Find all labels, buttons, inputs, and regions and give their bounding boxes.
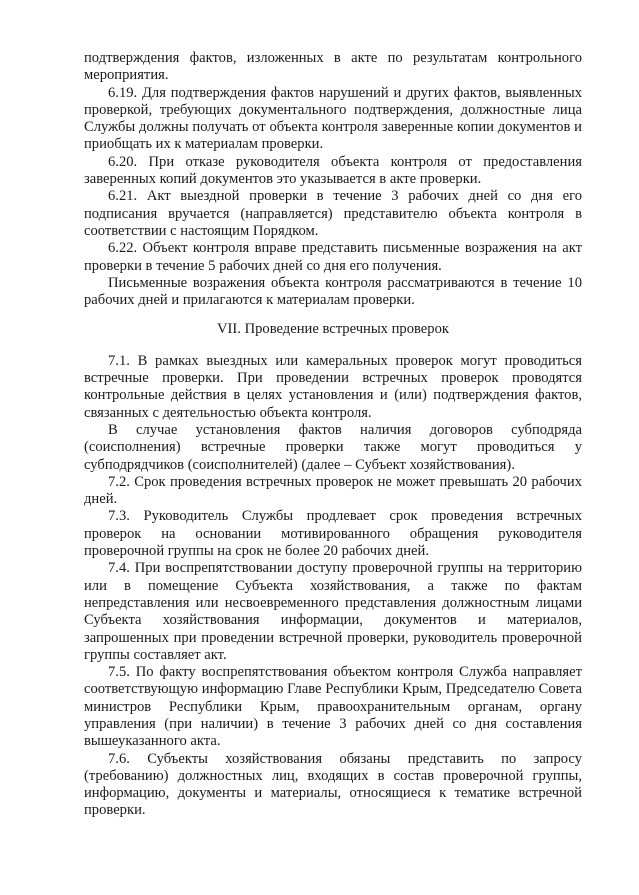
paragraph-7-4: 7.4. При воспрепятствовании доступу проверочной группы на территорию или в помещение Субъекта хозяйствования, а также по фактам непредставления или несвоевременного представления должностным лицами Субъекта хозяйствования информации, документов и материалов, запрошенных при проведении встречной проверки, руководитель проверочной группы составляет акт.	[84, 560, 582, 663]
paragraph-7-1: 7.1. В рамках выездных или камеральных проверок могут проводиться встречные проверки. При проведении встречных проверок проводятся контрольные действия в целях установления и (или) подтверждения фактов, связанных с деятельностью объекта контроля.	[84, 352, 582, 421]
paragraph-continuation: подтверждения фактов, изложенных в акте по результатам контрольного мероприятия.	[84, 50, 582, 84]
paragraph-objections: Письменные возражения объекта контроля рассматриваются в течение 10 рабочих дней и прилагаются к материалам проверки.	[84, 274, 582, 309]
paragraph-6-21: 6.21. Акт выездной проверки в течение 3 рабочих дней со дня его подписания вручается (направляется) представителю объекта контроля в соответствии с настоящим Порядком.	[84, 188, 582, 239]
paragraph-7-3: 7.3. Руководитель Службы продлевает срок проведения встречных проверок на основании мотивированного обращения руководителя проверочной группы на срок не более 20 рабочих дней.	[84, 508, 582, 560]
document-body	[84, 50, 582, 820]
paragraph-6-22: 6.22. Объект контроля вправе представить письменные возражения на акт проверки в течение 5 рабочих дней со дня его получения.	[84, 240, 582, 274]
paragraph-7-5: 7.5. По факту воспрепятствования объектом контроля Служба направляет соответствующую информацию Главе Республики Крым, Председателю Совета министров Республики Крым, правоохранительным органам, органу управления (при наличии) в течение 3 рабочих дней со дня составления вышеуказанного акта.	[84, 664, 582, 750]
paragraph-7-2: 7.2. Срок проведения встречных проверок не может превышать 20 рабочих дней.	[84, 473, 582, 508]
paragraph-6-20: 6.20. При отказе руководителя объекта контроля от предоставления заверенных копий документов это указывается в акте проверки.	[84, 153, 582, 188]
section-heading: VII. Проведение встречных проверок	[217, 321, 449, 338]
paragraph-7-6: 7.6. Субъекты хозяйствования обязаны представить по запросу (требованию) должностных лиц, входящих в состав проверочной группы, информацию, документы и материалы, относящиеся к тематике встречной проверки.	[84, 750, 582, 819]
paragraph-6-19: 6.19. Для подтверждения фактов нарушений и других фактов, выявленных проверкой, требующих документального подтверждения, должностные лица Службы должны получать от объекта контроля заверенные копии документов и приобщать их к материалам проверки.	[84, 84, 582, 153]
paragraph-subcontract: В случае установления фактов наличия договоров субподряда (соисполнения) встречные проверки также могут проводиться у субподрядчиков (соисполнителей) (далее – Субъект хозяйствования).	[84, 421, 582, 473]
